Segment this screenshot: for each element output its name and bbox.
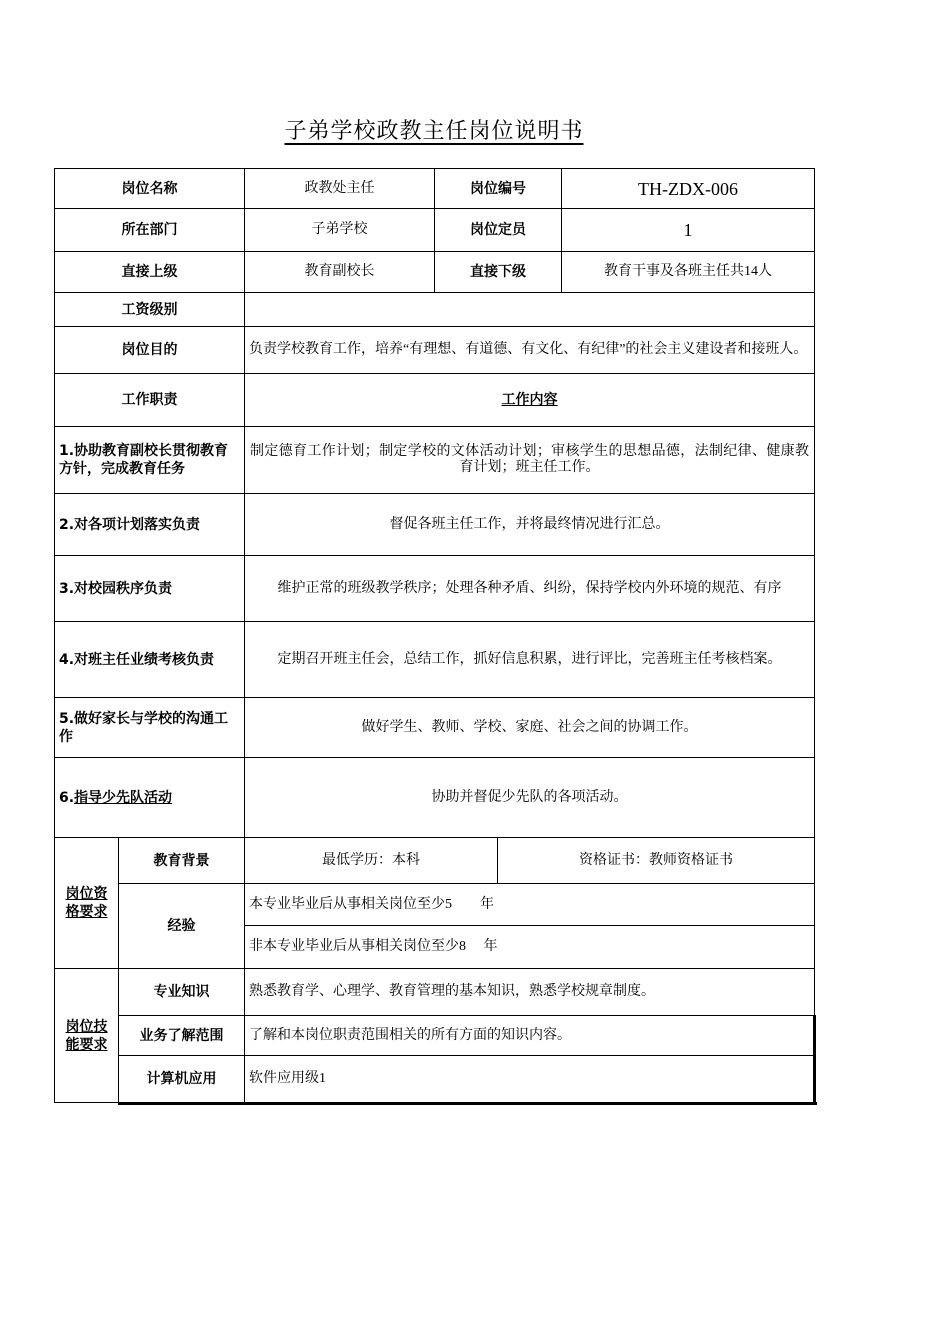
experience-2-value: 非本专业毕业后从事相关岗位至少8 年: [249, 939, 498, 954]
computer-label: 计算机应用: [146, 1071, 217, 1087]
headcount-label: 岗位定员: [470, 222, 526, 238]
position-code-label: 岗位编号: [470, 180, 526, 197]
duty-5-title: 5.做好家长与学校的沟通工作: [59, 710, 229, 745]
duty-3-content: [245, 556, 814, 621]
duty-4-content: [245, 622, 814, 697]
skills-label: 岗位技能要求: [65, 1018, 108, 1053]
duty-6-title: [55, 758, 244, 837]
superior-label: 直接上级: [121, 264, 178, 280]
duty-6-content: 协助并督促少先队的各项活动。: [431, 789, 628, 805]
experience-1-value: 本专业毕业后从事相关岗位至少5 年: [249, 896, 494, 912]
duties-header-left: 工作职责: [121, 392, 178, 408]
duty-2-content: 督促各班主任工作，并将最终情况进行汇总。: [389, 516, 670, 532]
duties-header-right: 工作内容: [501, 392, 558, 408]
duty-3-title: 3.对校园秩序负责: [59, 580, 173, 597]
education-label: 教育背景: [153, 852, 210, 869]
department-label: 所在部门: [121, 222, 178, 238]
experience-label: 经验: [167, 918, 196, 934]
duty-1-content-text: 制定德育工作计划；制定学校的文体活动计划；审核学生的思想品德，法制纪律、健康教育计划；班主任工作。: [250, 444, 809, 475]
duty-1-title: 1.协助教育副校长贯彻教育方针，完成教育任务: [59, 443, 229, 477]
education-value: 最低学历：本科: [322, 852, 420, 868]
subordinate-label: 直接下级: [470, 264, 526, 280]
position-code-value: TH-ZDX-006: [638, 178, 738, 199]
position-name-value: 政教处主任: [304, 180, 375, 196]
knowledge-label: 专业知识: [153, 984, 210, 1000]
computer-value: 软件应用级1: [249, 1071, 326, 1086]
certificate-value: 资格证书：教师资格证书: [579, 852, 733, 868]
duty-6-text: 指导少先队活动: [74, 789, 173, 806]
knowledge-value: 熟悉教育学、心理学、教育管理的基本知识，熟悉学校规章制度。: [249, 984, 655, 999]
duty-2-title: 2.对各项计划落实负责: [59, 516, 201, 533]
qualification-label: 岗位资格要求: [65, 886, 108, 920]
purpose-label: 岗位目的: [121, 342, 178, 358]
duty-4-content-text: 定期召开班主任会，总结工作，抓好信息积累，进行评比，完善班主任考核档案。: [277, 651, 782, 667]
business-value: 了解和本岗位职责范围相关的所有方面的知识内容。: [249, 1027, 571, 1043]
salary-value: [245, 293, 814, 326]
headcount-value: 1: [683, 220, 693, 240]
position-name-label: 岗位名称: [121, 180, 178, 197]
duty-4-title: 4.对班主任业绩考核负责: [59, 651, 215, 668]
purpose-value: 负责学校教育工作，培养“有理想、有道德、有文化、有纪律”的社会主义建设者和接班人。: [249, 342, 808, 357]
page-title: 子弟学校政教主任岗位说明书: [284, 119, 584, 144]
duty-6-prefix: 6.: [59, 789, 75, 806]
department-value: 子弟学校: [311, 222, 368, 237]
duty-1-content: [245, 427, 814, 493]
duty-3-content-text: 维护正常的班级教学秩序；处理各种矛盾、纠纷，保持学校内外环境的规范、有序: [277, 580, 782, 596]
salary-label: 工资级别: [121, 301, 178, 318]
duty-5-content: 做好学生、教师、学校、家庭、社会之间的协调工作。: [361, 719, 698, 735]
superior-value: 教育副校长: [304, 264, 375, 279]
business-label: 业务了解范围: [139, 1027, 224, 1044]
subordinate-value: 教育干事及各班主任共14人: [604, 264, 772, 279]
